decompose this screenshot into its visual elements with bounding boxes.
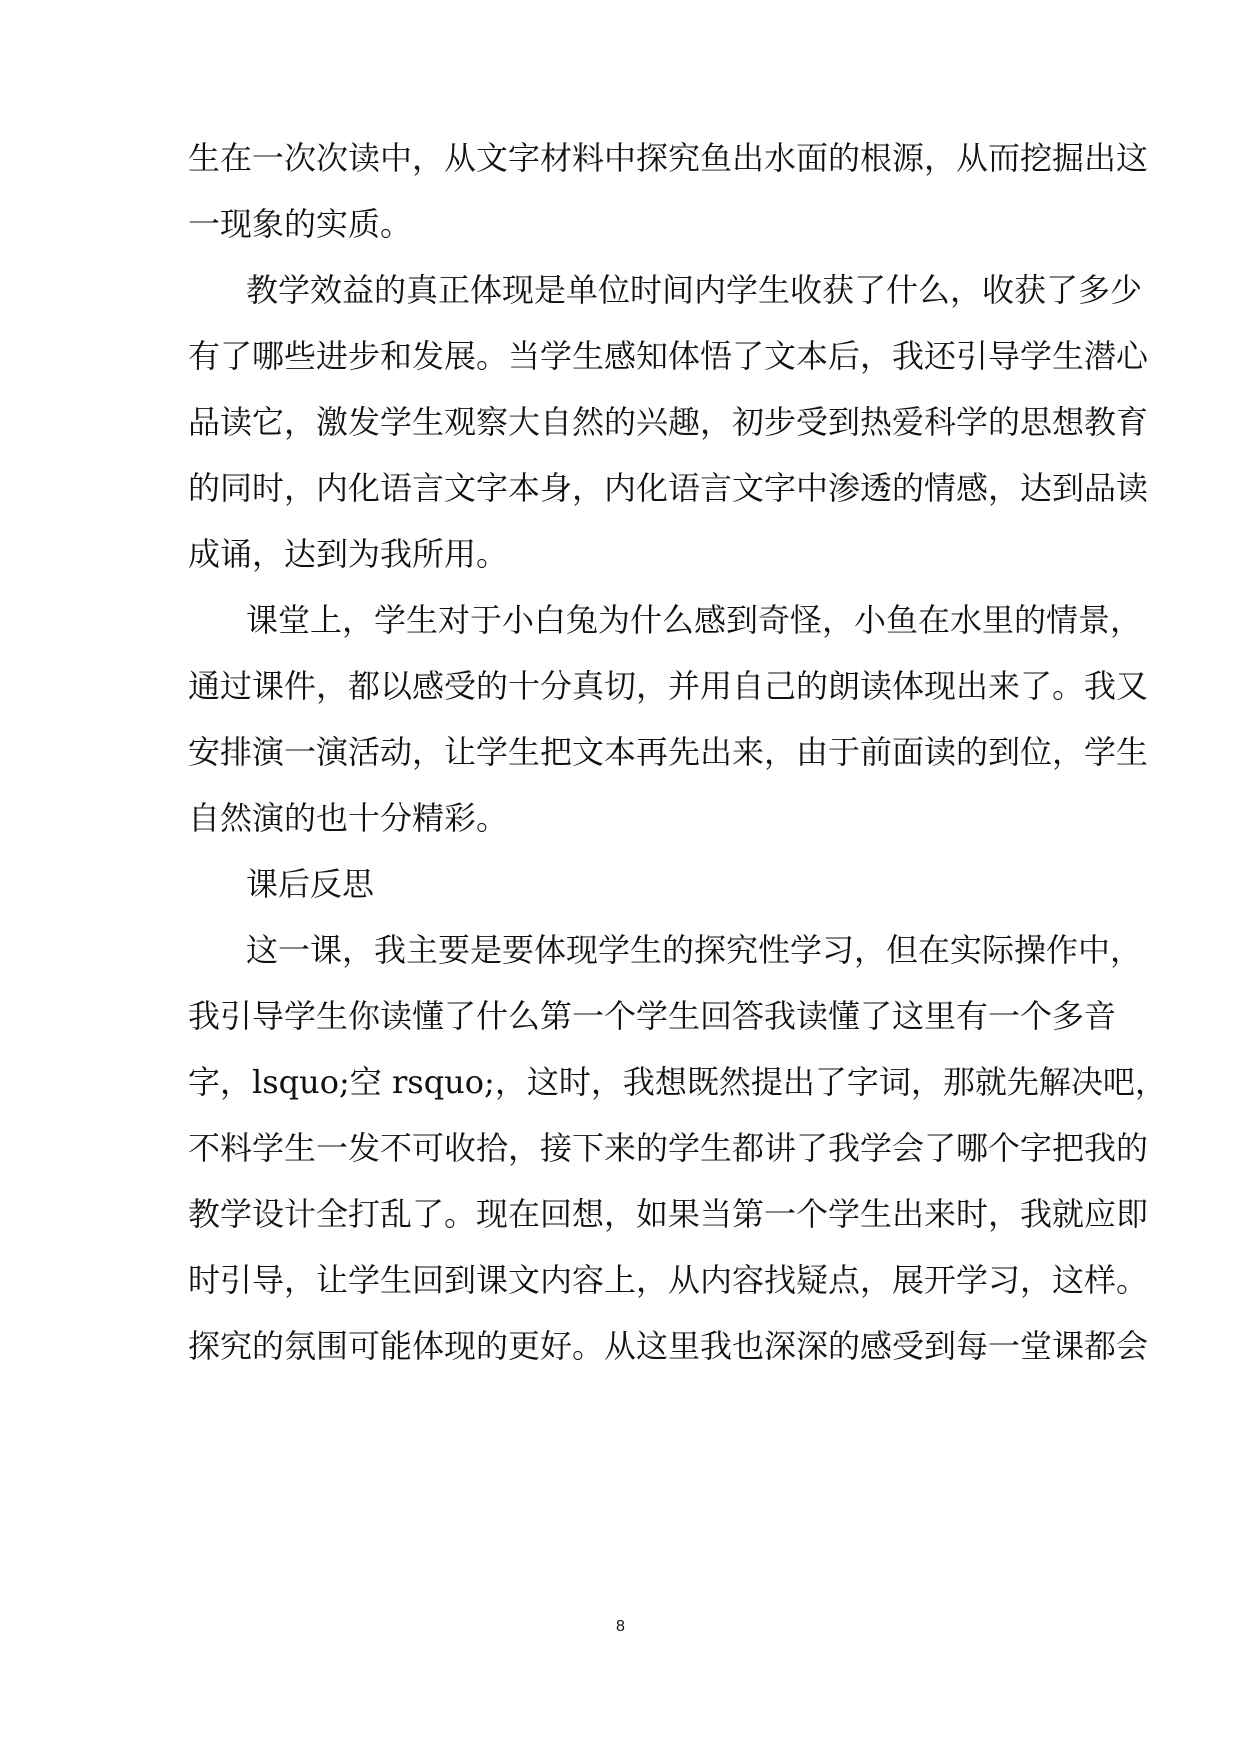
paragraph-first-line: 课堂上，学生对于小白兔为什么感到奇怪，小鱼在水里的情景， bbox=[246, 601, 1143, 639]
text-line: 成诵，达到为我所用。 bbox=[188, 535, 509, 573]
text-line: 我引导学生你读懂了什么第一个学生回答我读懂了这里有一个多音 bbox=[188, 997, 1117, 1035]
text-line: 通过课件，都以感受的十分真切，并用自己的朗读体现出来了。我又 bbox=[188, 667, 1149, 705]
text-line: 时引导，让学生回到课文内容上，从内容找疑点，展开学习，这样。 bbox=[188, 1261, 1149, 1299]
text-line: 一现象的实质。 bbox=[188, 205, 413, 243]
text-line: 字，lsquo;空 rsquo;，这时，我想既然提出了字词，那就先解决吧， bbox=[188, 1063, 1167, 1101]
section-heading: 课后反思 bbox=[246, 865, 375, 903]
paragraph-first-line: 这一课，我主要是要体现学生的探究性学习，但在实际操作中， bbox=[246, 931, 1143, 969]
text-line: 品读它，激发学生观察大自然的兴趣，初步受到热爱科学的思想教育 bbox=[188, 403, 1149, 441]
text-line: 安排演一演活动，让学生把文本再先出来，由于前面读的到位，学生 bbox=[188, 733, 1149, 771]
text-line: 的同时，内化语言文字本身，内化语言文字中渗透的情感，达到品读 bbox=[188, 469, 1149, 507]
text-line: 有了哪些进步和发展。当学生感知体悟了文本后，我还引导学生潜心 bbox=[188, 337, 1149, 375]
text-line: 探究的氛围可能体现的更好。从这里我也深深的感受到每一堂课都会 bbox=[188, 1327, 1149, 1365]
text-line: 不料学生一发不可收拾，接下来的学生都讲了我学会了哪个字把我的 bbox=[188, 1129, 1149, 1167]
paragraph-first-line: 教学效益的真正体现是单位时间内学生收获了什么，收获了多少 bbox=[246, 271, 1143, 309]
text-line: 生在一次次读中，从文字材料中探究鱼出水面的根源，从而挖掘出这 bbox=[188, 139, 1149, 177]
text-line: 自然演的也十分精彩。 bbox=[188, 799, 509, 837]
page-number: 8 bbox=[616, 1618, 625, 1635]
text-line: 教学设计全打乱了。现在回想，如果当第一个学生出来时，我就应即 bbox=[188, 1195, 1149, 1233]
